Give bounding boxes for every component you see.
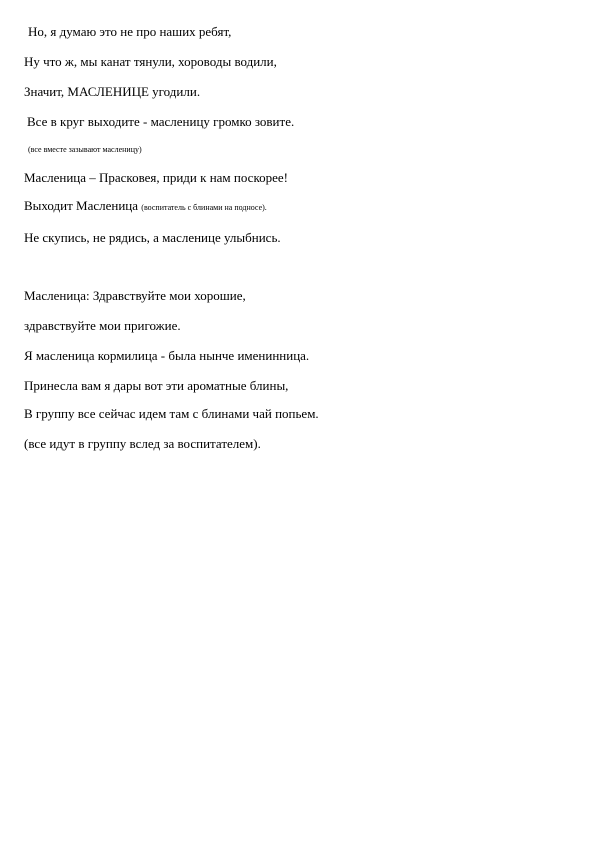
text-line-12: В группу все сейчас идем там с блинами чай попьем. bbox=[24, 406, 319, 421]
text-line-1: Но, я думаю это не про наших ребят, bbox=[28, 24, 232, 39]
text-line-11: Принесла вам я дары вот эти ароматные блины, bbox=[24, 378, 289, 393]
text-line-8: Масленица: Здравствуйте мои хорошие, bbox=[24, 288, 246, 303]
text-line-3: Значит, МАСЛЕНИЦЕ угодили. bbox=[24, 84, 201, 99]
text-line-2: Ну что ж, мы канат тянули, хороводы водили, bbox=[24, 54, 277, 69]
stage-direction-1: (все вместе зазывают масленицу) bbox=[28, 145, 142, 154]
text-line-4: Все в круг выходите - масленицу громко зовите. bbox=[27, 114, 295, 129]
text-line-6 bbox=[24, 198, 267, 216]
text-line-9: здравствуйте мои пригожие. bbox=[24, 318, 181, 333]
text-line-13: (все идут в группу вслед за воспитателем). bbox=[24, 436, 261, 451]
text-line-5: Масленица – Прасковея, приди к нам поскорее! bbox=[24, 170, 288, 185]
text-line-10: Я масленица кормилица - была нынче именинница. bbox=[24, 348, 310, 363]
text-line-7: Не скупись, не рядись, а масленице улыбнись. bbox=[24, 230, 281, 245]
stage-direction-2: (воспитатель с блинами на подносе). bbox=[141, 203, 267, 212]
text-line-6-main: Выходит Масленица bbox=[24, 198, 142, 213]
